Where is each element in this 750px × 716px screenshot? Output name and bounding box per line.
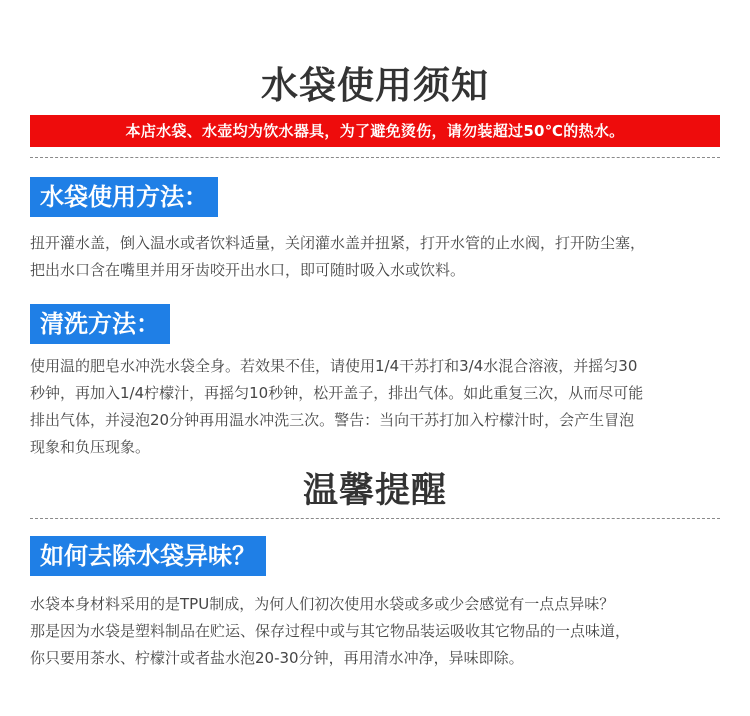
cleaning-text: [30, 353, 725, 461]
text-line: 现象和负压现象。: [30, 438, 151, 456]
page-title: 水袋使用须知: [261, 64, 489, 107]
text-line: 排出气体，并浸泡20分钟再用温水冲洗三次。警告：当向干苏打加入柠檬汁时，会产生冒泡: [30, 411, 635, 429]
text-line: 使用温的肥皂水冲洗水袋全身。若效果不佳，请使用1/4干苏打和3/4水混合溶液，并摇匀30: [30, 357, 638, 375]
warning-banner: 本店水袋、水壶均为饮水器具，为了避免烫伤，请勿装超过50℃的热水。: [30, 115, 720, 147]
text-line: 扭开灌水盖，倒入温水或者饮料适量，关闭灌水盖并扭紧，打开水管的止水阀，打开防尘塞，: [30, 234, 646, 252]
text-line: 水袋本身材料采用的是TPU制成，为何人们初次使用水袋或多或少会感觉有一点点异味？: [30, 595, 615, 613]
usage-text: [30, 230, 725, 284]
text-line: 把出水口含在嘴里并用牙齿咬开出水口，即可随时吸入水或饮料。: [30, 261, 466, 279]
divider: [30, 518, 720, 519]
divider: [30, 157, 720, 158]
odor-heading: 如何去除水袋异味？: [30, 536, 266, 576]
text-line: 秒钟，再加入1/4柠檬汁，再摇匀10秒钟，松开盖子，排出气体。如此重复三次，从而尽可能: [30, 384, 644, 402]
text-line: 那是因为水袋是塑料制品在贮运、保存过程中或与其它物品装运吸收其它物品的一点味道，: [30, 622, 631, 640]
cleaning-heading: 清洗方法：: [30, 304, 170, 344]
usage-heading: 水袋使用方法：: [30, 177, 218, 217]
tips-title: 温馨提醒: [302, 471, 447, 511]
odor-text: [30, 591, 725, 672]
text-line: 你只要用茶水、柠檬汁或者盐水泡20-30分钟，再用清水冲净，异味即除。: [30, 649, 524, 667]
